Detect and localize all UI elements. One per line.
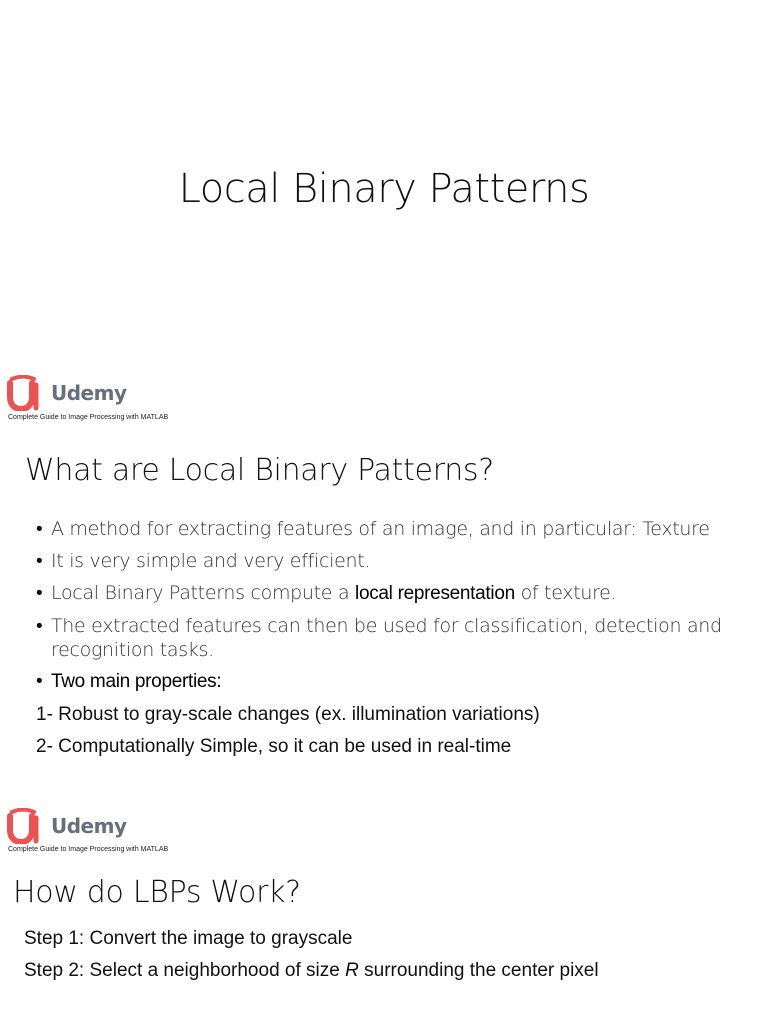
step-2-variable: R bbox=[345, 960, 359, 981]
course-subtitle: Complete Guide to Image Processing with MATLAB bbox=[8, 414, 169, 421]
bullet-item: • A method for extracting features of an image, and in particular: Texture bbox=[36, 517, 736, 541]
udemy-logo bbox=[7, 375, 127, 411]
property-1: 1- Robust to gray-scale changes (ex. illumination variations) bbox=[36, 704, 540, 725]
step-1: Step 1: Convert the image to grayscale bbox=[24, 928, 353, 949]
slide-heading: What are Local Binary Patterns? bbox=[25, 453, 494, 488]
slide-heading: How do LBPs Work? bbox=[13, 875, 301, 910]
bullet-list bbox=[36, 517, 736, 700]
step-2-text: surrounding the center pixel bbox=[358, 960, 599, 981]
udemy-u-logo-icon bbox=[7, 375, 45, 411]
content-slide-what-are-lbps bbox=[0, 355, 768, 785]
bullet-item bbox=[36, 581, 736, 606]
udemy-logo bbox=[7, 808, 127, 844]
bullet-item: • The extracted features can then be used for classification, detection and recognition tasks. bbox=[36, 614, 736, 662]
content-slide-how-lbps-work bbox=[0, 785, 768, 1024]
course-subtitle: Complete Guide to Image Processing with MATLAB bbox=[8, 846, 169, 853]
bullet-item: • It is very simple and very efficient. bbox=[36, 549, 736, 573]
udemy-wordmark: Udemy bbox=[51, 814, 127, 838]
property-2: 2- Computationally Simple, so it can be used in real-time bbox=[36, 736, 512, 757]
udemy-u-logo-icon bbox=[7, 808, 45, 844]
bullet-emphasis: local representation bbox=[355, 583, 515, 604]
title-slide bbox=[0, 0, 768, 355]
bullet-item-properties: • Two main properties: bbox=[36, 670, 736, 694]
bullet-text: Local Binary Patterns compute a bbox=[51, 582, 356, 604]
udemy-wordmark: Udemy bbox=[51, 381, 127, 405]
bullet-text: of texture. bbox=[514, 582, 617, 604]
slide-title: Local Binary Patterns bbox=[178, 166, 590, 212]
step-2 bbox=[24, 960, 599, 982]
step-2-text: Step 2: Select a neighborhood of size bbox=[24, 960, 346, 981]
